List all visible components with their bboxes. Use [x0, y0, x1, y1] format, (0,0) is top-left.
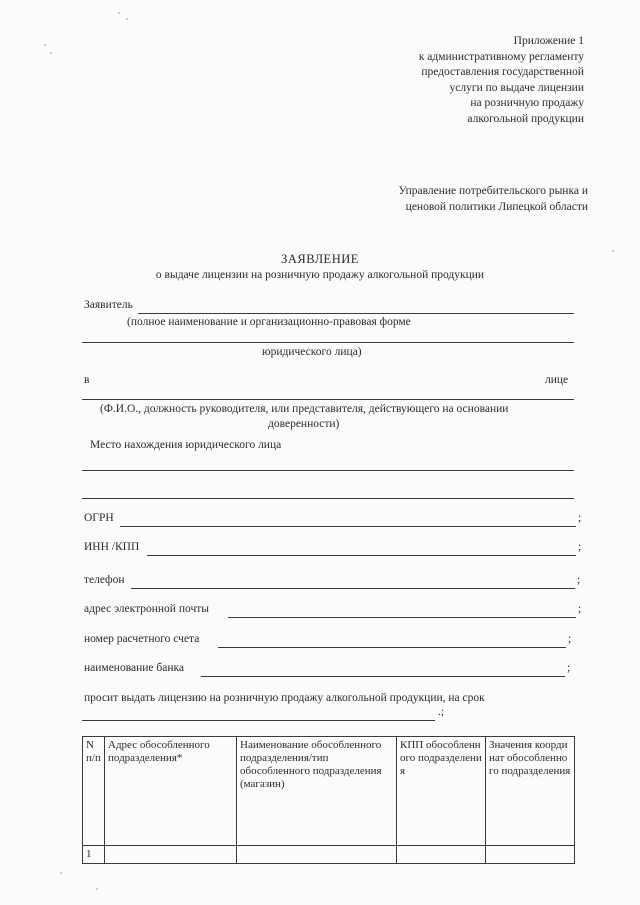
email-end: ;: [578, 603, 582, 615]
document-title: ЗАЯВЛЕНИЕ: [281, 252, 359, 266]
table-cell[interactable]: [486, 846, 575, 864]
col-header-number: N п/п: [83, 737, 105, 846]
scan-speck: [50, 52, 52, 54]
table-row: [83, 846, 575, 864]
scan-speck: [60, 872, 62, 874]
ogrn-field[interactable]: [120, 526, 576, 527]
table-header-row: [83, 737, 575, 846]
request-text: просит выдать лицензию на розничную продажу алкогольной продукции, на срок: [84, 692, 485, 704]
table-cell: 1: [83, 846, 105, 864]
appendix-note: [324, 34, 584, 127]
phone-end: ;: [577, 574, 581, 586]
representative-hint-2: доверенности): [268, 418, 340, 430]
location-field-1[interactable]: [82, 470, 574, 471]
inn-kpp-end: ;: [578, 541, 582, 553]
email-label: адрес электронной почты: [84, 603, 209, 615]
applicant-field[interactable]: [138, 313, 574, 314]
addressee-block: [328, 184, 588, 215]
col-header-name: Наименование обособленного подразделения/тип обособленного подразделения (магазин): [237, 737, 397, 846]
ogrn-end: ;: [578, 512, 582, 524]
applicant-field-continued[interactable]: [82, 342, 574, 343]
bank-field[interactable]: [201, 676, 565, 677]
col-header-coordinates: Значения координат обособленного подразделения: [486, 737, 575, 846]
representative-field[interactable]: [82, 399, 574, 400]
appendix-line: к административному регламенту: [418, 50, 584, 63]
inn-kpp-field[interactable]: [147, 555, 576, 556]
phone-field[interactable]: [131, 588, 575, 589]
ogrn-label: ОГРН: [84, 512, 114, 524]
account-label: номер расчетного счета: [84, 633, 200, 645]
applicant-label: Заявитель: [84, 299, 133, 311]
scan-speck: [96, 888, 98, 890]
location-field-2[interactable]: [82, 498, 574, 499]
represented-suffix: лице: [545, 374, 569, 386]
scan-speck: [126, 18, 128, 20]
scan-speck: [612, 250, 614, 252]
appendix-line: предоставления государственной: [421, 66, 584, 78]
email-field[interactable]: [228, 617, 576, 618]
term-field[interactable]: [82, 720, 435, 721]
appendix-line: Приложение 1: [513, 35, 584, 47]
location-label: Место нахождения юридического лица: [90, 439, 282, 451]
table-cell[interactable]: [105, 846, 237, 864]
phone-label: телефон: [84, 574, 125, 586]
appendix-line: алкогольной продукции: [467, 112, 584, 125]
inn-kpp-label: ИНН /КПП: [84, 541, 140, 553]
col-header-address: Адрес обособленного подразделения*: [105, 737, 237, 846]
appendix-line: на розничную продажу: [470, 97, 584, 109]
document-subtitle: о выдаче лицензии на розничную продажу алкогольной продукции: [155, 269, 485, 281]
scan-speck: [118, 12, 120, 14]
bank-label: наименование банка: [84, 662, 184, 674]
representative-hint: (Ф.И.О., должность руководителя, или представителя, действующего на основании: [100, 403, 509, 415]
col-header-kpp: КПП обособленного подразделения: [397, 737, 486, 846]
term-end: .;: [438, 706, 445, 718]
scan-speck: [44, 44, 46, 46]
table-cell[interactable]: [237, 846, 397, 864]
addressee-line: Управление потребительского рынка и: [398, 185, 588, 197]
represented-prefix: в: [84, 374, 90, 386]
applicant-hint-2: юридического лица): [262, 346, 362, 358]
appendix-line: услуги по выдаче лицензии: [449, 81, 584, 94]
account-field[interactable]: [218, 647, 566, 648]
bank-end: ;: [567, 662, 571, 674]
applicant-hint: (полное наименование и организационно-правовая форме: [127, 316, 411, 328]
branches-table: [82, 736, 575, 864]
table-cell[interactable]: [397, 846, 486, 864]
addressee-line: ценовой политики Липецкой области: [405, 200, 588, 213]
account-end: ;: [568, 633, 572, 645]
